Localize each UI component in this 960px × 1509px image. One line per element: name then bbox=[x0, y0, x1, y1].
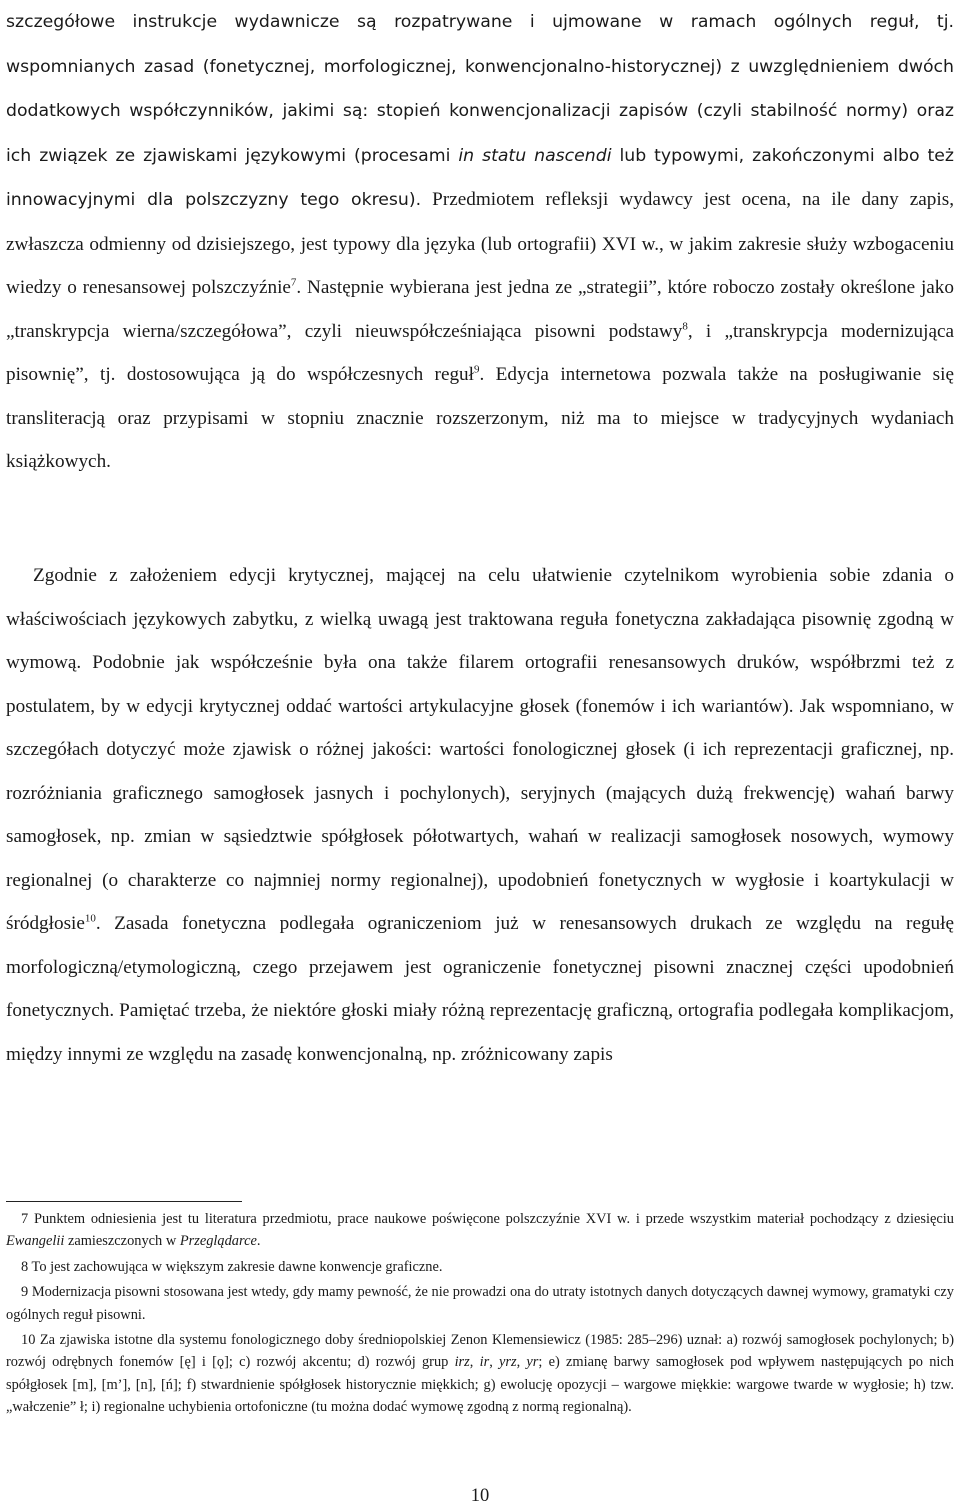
footnote-ref-7[interactable]: 7 bbox=[290, 276, 297, 289]
paragraph-1-text-d: . Następnie wybierana jest jedna ze „strategii”, które roboczo zostały określone jako „transkrypcja wierna/szczegółowa”, czyli nieuwspółcześniająca pisowni podstawy bbox=[6, 277, 954, 342]
footnote-10-number: 10 bbox=[21, 1332, 36, 1349]
footnote-9-text: Modernizacja pisowni stosowana jest wtedy, gdy mamy pewność, że nie prowadzi ona do utraty istotnych danych dotyczących dawnej wymowy, gramatyki czy ogólnych reguł pisowni. bbox=[6, 1284, 954, 1323]
footnote-10-text-b: , bbox=[469, 1354, 480, 1371]
footnote-10-text-d: , bbox=[516, 1354, 527, 1371]
footnote-10-text-e: ; e) zmianę barwy samogłosek pod wpływem następujących po nich spółgłosek [m], [m’], [n], [ń]; f) stwardnienie spółgłosek historycznie miękkich; g) ewolucję opozycji – wargowe miękkie: wargowe twarde w wygłosie; h) tzw. „wałczenie” ł; i) regionalne uchybienia ortofoniczne (tu można dodać wymowę zgodną z normą regionalną). bbox=[6, 1354, 954, 1416]
footnote-7-italic-2: Przeglądarce bbox=[179, 1233, 257, 1250]
footnotes-section bbox=[6, 1208, 954, 1419]
footnote-8-text: To jest zachowująca w większym zakresie dawne konwencje graficzne. bbox=[31, 1258, 443, 1275]
paragraph-1-text-f: . Edycja internetowa pozwala także na posługiwanie się transliteracją oraz przypisami w stopniu znacznie rozszerzonym, niż ma to miejsce w tradycyjnych wydaniach książkowych. bbox=[6, 364, 954, 472]
footnote-7-text-b: zamieszczonych w bbox=[64, 1233, 180, 1250]
paragraph-1-text-e: , i „transkrypcja modernizująca pisownię”, tj. dostosowująca ją do współczesnych reguł bbox=[6, 320, 954, 385]
footnote-10-text-a: Za zjawiska istotne dla systemu fonologicznego doby średniopolskiej Zenon Klemensiewicz (1985: 285–296) uznał: a) rozwój samogłosek pochylonych; b) rozwój odrębnych fonemów [ę] i [ǫ]; c) rozwój akcentu; d) rozwój grup bbox=[6, 1332, 954, 1371]
footnote-ref-9[interactable]: 9 bbox=[473, 363, 480, 376]
body-paragraph-2 bbox=[6, 554, 954, 1076]
footnote-10-italic-3: yrz bbox=[499, 1354, 517, 1371]
footnote-9-number: 9 bbox=[21, 1284, 29, 1301]
footnote-7-text-a: Punktem odniesienia jest tu literatura przedmiotu, prace naukowe poświęcone polszczyźnie XVI w. i przede wszystkim materiał pochodzący z dziesięciu bbox=[33, 1211, 954, 1227]
footnote-8-number: 8 bbox=[21, 1258, 29, 1275]
paragraph-2-text-a: Zgodnie z założeniem edycji krytycznej, mającej na celu ułatwienie czytelnikom wyrobienia sobie zdania o właściwościach językowych zabytku, z wielką uwagą jest traktowana reguła fonetyczna zakładająca pisownię zgodną w wymową. Podobnie jak współcześnie była ona także filarem ortografii renesansowych druków, współbrzmi też z postulatem, by w edycji krytycznej oddać wartości artykulacyjne głosek (fonemów i ich wariantów). Jak wspomniano, w szczegółach dotyczyć może zjawisk o różnej jakości: wartości fonologicznej głosek (i ich reprezentacji graficznej, np. rozróżniania graficznego samogłosek jasnych i pochylonych), seryjnych (mających dużą frekwencję) wahań barwy samogłosek, np. zmian w sąsiedztwie spółgłosek półotwartych, wahań w realizacji samogłosek nosowych, wymowy regionalnej (o charakterze co najmniej normy regionalnej), upodobnień fonetycznych w wygłosie i koartykulacji w śródgłosie bbox=[6, 565, 954, 934]
footnote-10-italic-4: yr bbox=[526, 1354, 539, 1371]
footnote-7-italic-1: Ewangelii bbox=[6, 1233, 65, 1250]
paragraph-2-text-b: . Zasada fonetyczna podlegała ograniczeniom już w renesansowych drukach ze względu na regułę morfologiczną/etymologiczną, czego przejawem jest ograniczenie fonetycznej pisowni znacznej części upodobnień fonetycznych. Pamiętać trzeba, że niektóre głoski miały różną reprezentację graficzną, ortografia podlegała komplikacjom, między innymi ze względu na zasadę konwencjonalną, np. zróżnicowany zapis bbox=[6, 913, 954, 1065]
footnote-10-text-c: , bbox=[489, 1354, 499, 1371]
footnote-7-text-c: . bbox=[256, 1233, 261, 1250]
paragraph-1-text-b: lub typowymi, zakończonymi albo też innowacyjnymi dla polszczyzny tego okresu). bbox=[6, 145, 954, 210]
footnote-10-italic-2: ir bbox=[479, 1354, 490, 1371]
body-paragraph-1 bbox=[6, 0, 954, 484]
footnote-7 bbox=[6, 1208, 954, 1253]
footnote-10 bbox=[6, 1329, 954, 1419]
footnote-9 bbox=[6, 1281, 954, 1326]
footnote-ref-10[interactable]: 10 bbox=[84, 912, 96, 925]
footnote-10-italic-1: irz bbox=[454, 1354, 470, 1371]
footnote-7-number: 7 bbox=[21, 1211, 29, 1227]
paragraph-1-text-a: szczegółowe instrukcje wydawnicze są rozpatrywane i ujmowane w ramach ogólnych reguł, tj. wspomnianych zasad (fonetycznej, morfologicznej, konwencjonalno-historycznej) z uwzględnieniem dwóch dodatkowych współczynników, jakimi są: stopień konwencjonalizacji zapisów (czyli stabilność normy) oraz ich związek ze zjawiskami językowymi (procesami bbox=[6, 12, 954, 166]
page-number: 10 bbox=[470, 1486, 490, 1506]
paragraph-1-italic-phrase: in statu nascendi bbox=[458, 145, 612, 166]
footnote-8 bbox=[6, 1256, 954, 1278]
footnote-separator bbox=[6, 1201, 242, 1202]
paragraph-1-text-c: Przedmiotem refleksji wydawcy jest ocena, na ile dany zapis, zwłaszcza odmienny od dzisiejszego, jest typowy dla języka (lub ortografii) XVI w., w jakim zakresie służy wzbogaceniu wiedzy o renesansowej polszczyźnie bbox=[6, 189, 954, 298]
footnote-ref-8[interactable]: 8 bbox=[682, 320, 688, 333]
